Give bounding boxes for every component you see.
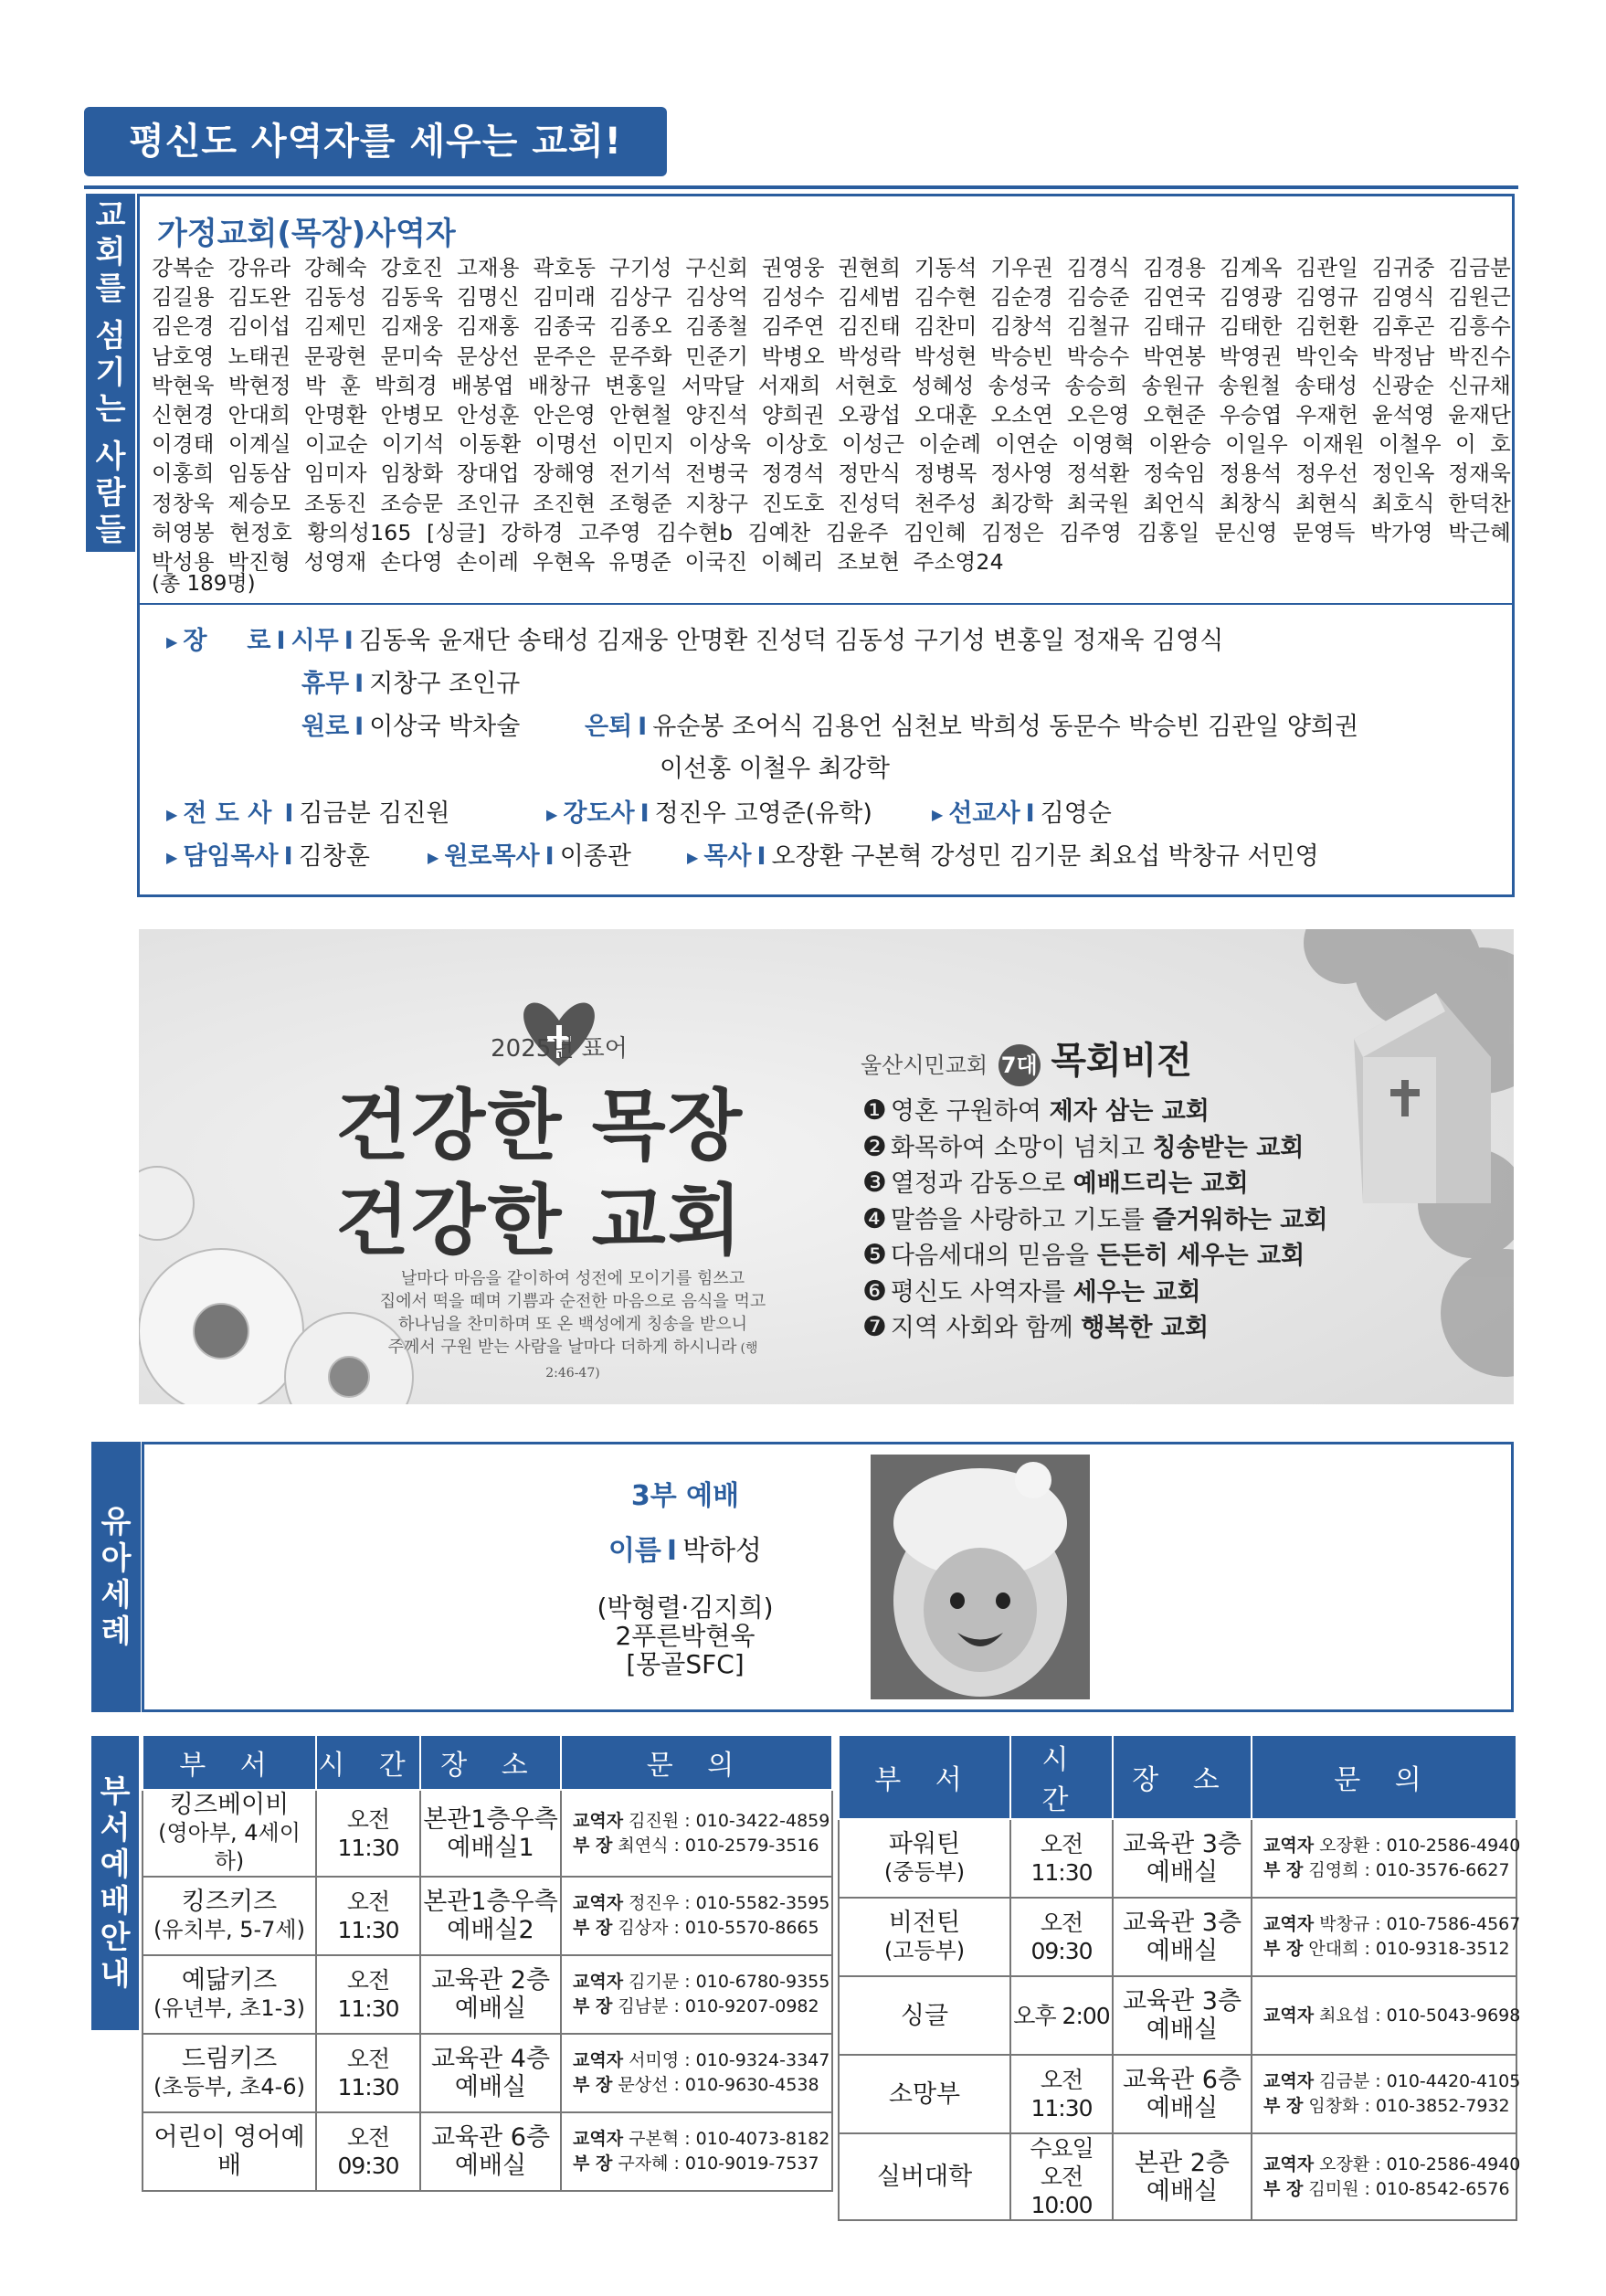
elders-active: 김동욱 윤재단 송태성 김재웅 안명환 진성덕 김동성 구기성 변홍일 정재욱 김영식 bbox=[358, 627, 1224, 655]
section-title: 가정교회(목장)사역자 bbox=[157, 216, 456, 252]
table-row bbox=[839, 1976, 1516, 2055]
seven-badge: 7대 bbox=[998, 1044, 1041, 1086]
contact-cell: 교역자 오장환 : 010-2586-4940 부 장 김영희 : 010-3576-6627 bbox=[1252, 1819, 1516, 1898]
department-table-left bbox=[142, 1736, 833, 2192]
triangle-icon: ▶ bbox=[687, 848, 699, 866]
separator: I bbox=[756, 842, 766, 871]
col-header: 시 간 bbox=[316, 1736, 420, 1790]
table-row bbox=[143, 1877, 832, 1955]
dept-cell: 파워틴 (중등부) bbox=[839, 1819, 1010, 1898]
dept-cell: 어린이 영어예배 bbox=[143, 2112, 316, 2191]
staff-row-emeritus-pastor: ▶ 원로목사 I 이종관 bbox=[428, 842, 631, 871]
table-row bbox=[143, 2034, 832, 2112]
vision-item: ❼ 지역 사회와 함께 행복한 교회 bbox=[862, 1311, 1210, 1343]
separator: I bbox=[276, 627, 286, 655]
contact-cell: 교역자 박창규 : 010-7586-4567 부 장 안대희 : 010-9318-3512 bbox=[1252, 1898, 1516, 1976]
separator: I bbox=[638, 713, 648, 741]
staff-row-elders-rest: 휴무 I 지창구 조인규 bbox=[301, 670, 521, 698]
col-header: 문 의 bbox=[1252, 1736, 1516, 1819]
staff-row-emeritus: 원로 I 이상국 박차술 bbox=[301, 713, 521, 741]
side-tab-servants bbox=[86, 194, 135, 552]
vision-item: ❻ 평신도 사역자를 세우는 교회 bbox=[862, 1275, 1201, 1307]
place-cell: 본관1층우측 예배실1 bbox=[420, 1790, 561, 1877]
elders-rest: 지창구 조인규 bbox=[369, 670, 521, 698]
table-row bbox=[839, 1898, 1516, 1976]
vision-number: ❺ bbox=[862, 1239, 887, 1271]
time-cell: 오전 11:30 bbox=[1010, 2055, 1113, 2133]
separator: I bbox=[284, 799, 294, 828]
time-cell: 오전 11:30 bbox=[316, 1955, 420, 2034]
baby-photo bbox=[871, 1455, 1090, 1699]
col-header: 시 간 bbox=[1010, 1736, 1113, 1819]
staff-row-evangelist: ▶ 전 도 사 I 김금분 김진원 bbox=[166, 799, 450, 828]
dept-cell: 실버대학 bbox=[839, 2133, 1010, 2220]
department-table-right bbox=[838, 1736, 1521, 2221]
vision-item: ❹ 말씀을 사랑하고 기도를 즐거워하는 교회 bbox=[862, 1202, 1328, 1235]
separator: I bbox=[283, 842, 293, 871]
time-cell: 오전 09:30 bbox=[316, 2112, 420, 2191]
time-cell: 수요일 오전 10:00 bbox=[1010, 2133, 1113, 2220]
side-tab-char: 는 bbox=[95, 391, 126, 428]
staff-row-elders-active: ▶ 장 로 I 시무 I 김동욱 윤재단 송태성 김재웅 안명환 진성덕 김동성 구기성 변홍일 정재욱 김영식 bbox=[166, 627, 1224, 655]
triangle-icon: ▶ bbox=[932, 805, 944, 823]
table-row bbox=[143, 1790, 832, 1877]
staff-row-lecturer: ▶ 강도사 I 정진우 고영준(유학) bbox=[546, 799, 872, 828]
side-tab-char: 기 bbox=[95, 354, 126, 391]
dept-cell: 소망부 bbox=[839, 2055, 1010, 2133]
divider bbox=[139, 603, 1512, 605]
vision-item: ❺ 다음세대의 믿음을 든든히 세우는 교회 bbox=[862, 1239, 1305, 1271]
place-cell: 교육관 2층 예배실 bbox=[420, 1955, 561, 2034]
dept-cell: 비전틴 (고등부) bbox=[839, 1898, 1010, 1976]
side-tab-char: 섬 bbox=[95, 318, 126, 354]
dept-cell: 킹즈키즈 (유치부, 5-7세) bbox=[143, 1877, 316, 1955]
staff-row-retired-2 bbox=[660, 753, 890, 786]
vision-number: ❸ bbox=[862, 1167, 887, 1199]
vision-item: ❷ 화목하여 소망이 넘치고 칭송받는 교회 bbox=[862, 1130, 1305, 1163]
contact-cell: 교역자 서미영 : 010-9324-3347 부 장 문상선 : 010-9630-4538 bbox=[561, 2034, 832, 2112]
side-tab-baptism: 유 아 세 례 bbox=[91, 1442, 141, 1712]
time-cell: 오전 11:30 bbox=[316, 1877, 420, 1955]
elders-retired: 유순봉 조어식 김용언 심천보 박희성 동문수 박승빈 김관일 양희권 bbox=[652, 713, 1359, 741]
time-cell: 오전 11:30 bbox=[316, 1790, 420, 1877]
dept-cell: 킹즈베이비 (영아부, 4세이하) bbox=[143, 1790, 316, 1877]
place-cell: 교육관 3층 예배실 bbox=[1113, 1819, 1252, 1898]
baptism-family: (박형렬·김지희) 2푸른박현욱 [몽골SFC] bbox=[597, 1592, 774, 1679]
page-title: 평신도 사역자를 세우는 교회! bbox=[84, 107, 667, 176]
staff-row-senior-pastor: ▶ 담임목사 I 김창훈 bbox=[166, 842, 370, 871]
separator: I bbox=[639, 799, 650, 828]
contact-cell: 교역자 김기문 : 010-6780-9355 부 장 김남분 : 010-9207-0982 bbox=[561, 1955, 832, 2034]
place-cell: 교육관 4층 예배실 bbox=[420, 2034, 561, 2112]
staff-row-retired: 은퇴 I 유순봉 조어식 김용언 심천보 박희성 동문수 박승빈 김관일 양희권 bbox=[585, 713, 1359, 741]
place-cell: 교육관 3층 예배실 bbox=[1113, 1976, 1252, 2055]
triangle-icon: ▶ bbox=[166, 805, 178, 823]
triangle-icon: ▶ bbox=[166, 848, 178, 866]
elders-retired-cont: 이선홍 이철우 최강학 bbox=[660, 755, 890, 783]
table-row bbox=[143, 2112, 832, 2191]
vision-list bbox=[862, 1094, 1327, 1347]
leader-names: 강복순 강유라 강혜숙 강호진 고재용 곽호동 구기성 구신회 권영웅 권현희 기동석 기우권 김경식 김경용 김계옥 김관일 김귀중 김금분 김길용 김도완 김동성 김동욱 김명신 김미래 김상구 김상억 김성수 김세범 김수현 김순경 김승준 김연국 김영광 김영규 김영식 김원근 김은경 김이섭 김제민 김재웅 김재홍 김종국 김종오 김종철 김주연 김진태 김찬미 김창석 김철규 김태규 김태한 김헌환 김후곤 김흥수 남호영 노태권 문광현 문미숙 문상선 문주은 문주화 민준기 박병오 박성락 박성현 박승빈 박승수 박연봉 박영권 박인숙 박정남 박진수 박현욱 박현정 박 훈 박희경 배봉엽 배창규 변홍일 서막달 서재희 서현호 성혜성 송성국 송승희 송원규 송원철 송태성 신광순 신규채 신현경 안대희 안명환 안병모 안성훈 안은영 안현철 양진석 양희권 오광섭 오대훈 오소연 오은영 오현준 우승엽 우재헌 윤석영 윤재단 이경태 이계실 이교순 이기석 이동환 이명선 이민지 이상욱 이상호 이성근 이순례 이연순 이영혁 이완승 이일우 이재원 이철우 이 호 이홍희 임동삼 임미자 임창화 장대업 장해영 전기석 전병국 정경석 정만식 정병목 정사영 정석환 정숙임 정용석 정우선 정인옥 정재욱 정창욱 제승모 조동진 조승문 조인규 조진현 조형준 지창구 진도호 진성덕 천주성 최강학 최국원 최언식 최창식 최현식 최호식 한덕찬 허영봉 현정호 황의성165 [싱글] 강하경 고주영 김수현b 김예찬 김윤주 김인혜 김정은 김주영 김홍일 문신영 문영득 박가영 박근혜 박성용 박진형 성영재 손다영 손이레 우현옥 유명준 이국진 이혜리 조보현 주소영24 bbox=[152, 255, 1511, 576]
contact-cell: 교역자 정진우 : 010-5582-3595 부 장 김상자 : 010-5570-8665 bbox=[561, 1877, 832, 1955]
baptism-service: 3부 예배 bbox=[630, 1480, 740, 1512]
side-tab-char: 들 bbox=[95, 512, 126, 548]
elders-emeritus: 이상국 박차술 bbox=[369, 713, 521, 741]
place-cell: 본관 2층 예배실 bbox=[1113, 2133, 1252, 2220]
contact-cell: 교역자 구본혁 : 010-4073-8182 부 장 구자혜 : 010-9019-7537 bbox=[561, 2112, 832, 2191]
place-cell: 교육관 6층 예배실 bbox=[420, 2112, 561, 2191]
vision-heading: 울산시민교회 7대 목회비전 bbox=[861, 1032, 1192, 1086]
vision-number: ❷ bbox=[862, 1130, 887, 1163]
time-cell: 오전 11:30 bbox=[1010, 1819, 1113, 1898]
triangle-icon: ▶ bbox=[166, 632, 178, 651]
staff-row-missionary: ▶ 선교사 I 김영순 bbox=[932, 799, 1112, 828]
contact-cell: 교역자 김금분 : 010-4420-4105 부 장 임창화 : 010-3852-7932 bbox=[1252, 2055, 1516, 2133]
time-cell: 오전 11:30 bbox=[316, 2034, 420, 2112]
place-cell: 본관1층우측 예배실2 bbox=[420, 1877, 561, 1955]
col-header: 부 서 bbox=[839, 1736, 1010, 1819]
col-header: 장 소 bbox=[1113, 1736, 1252, 1819]
contact-cell: 교역자 최요섭 : 010-5043-9698 bbox=[1252, 1976, 1516, 2055]
separator: I bbox=[343, 627, 354, 655]
side-tab-char: 교 bbox=[95, 197, 126, 234]
dept-cell: 드림키즈 (초등부, 초4-6) bbox=[143, 2034, 316, 2112]
side-tab-departments: 부 서 예 배 안 내 bbox=[91, 1736, 139, 2030]
vision-number: ❻ bbox=[862, 1275, 887, 1307]
contact-cell: 교역자 김진원 : 010-3422-4859 부 장 최연식 : 010-2579-3516 bbox=[561, 1790, 832, 1877]
staff-row-pastors: ▶ 목사 I 오장환 구본혁 강성민 김기문 최요섭 박창규 서민영 bbox=[687, 842, 1319, 871]
time-cell: 오전 09:30 bbox=[1010, 1898, 1113, 1976]
contact-cell: 교역자 오장환 : 010-2586-4940 부 장 김미원 : 010-8542-6576 bbox=[1252, 2133, 1516, 2220]
side-tab-char: 람 bbox=[95, 475, 126, 512]
side-tab-char: 를 bbox=[95, 270, 126, 307]
vision-number: ❼ bbox=[862, 1311, 887, 1343]
separator: I bbox=[354, 713, 365, 741]
place-cell: 교육관 6층 예배실 bbox=[1113, 2055, 1252, 2133]
motto-year-label: 2025년 표어 bbox=[491, 1035, 628, 1063]
motto-line-2: 건강한 교회 bbox=[335, 1175, 744, 1265]
vision-banner bbox=[139, 929, 1514, 1404]
vision-item: ❸ 열정과 감동으로 예배드리는 교회 bbox=[862, 1167, 1249, 1199]
time-cell: 오후 2:00 bbox=[1010, 1976, 1113, 2055]
table-row bbox=[839, 1819, 1516, 1898]
separator: I bbox=[1025, 799, 1035, 828]
table-row bbox=[143, 1955, 832, 2034]
place-cell: 교육관 3층 예배실 bbox=[1113, 1898, 1252, 1976]
col-header: 문 의 bbox=[561, 1736, 832, 1790]
dept-cell: 예닮키즈 (유년부, 초1-3) bbox=[143, 1955, 316, 2034]
dept-cell: 싱글 bbox=[839, 1976, 1010, 2055]
col-header: 부 서 bbox=[143, 1736, 316, 1790]
vision-number: ❶ bbox=[862, 1095, 887, 1127]
side-tab-char: 회 bbox=[95, 234, 126, 270]
table-row bbox=[839, 2133, 1516, 2220]
col-header: 장 소 bbox=[420, 1736, 561, 1790]
table-row bbox=[839, 2055, 1516, 2133]
side-tab-char: 사 bbox=[95, 439, 126, 475]
separator: I bbox=[544, 842, 555, 871]
vision-number: ❹ bbox=[862, 1202, 887, 1235]
triangle-icon: ▶ bbox=[428, 848, 439, 866]
baptism-name-row: 이름 I 박하성 bbox=[608, 1535, 763, 1567]
bible-verse: 날마다 마음을 같이하여 성전에 모이기를 힘쓰고 집에서 떡을 떼며 기쁨과 순전한 마음으로 음식을 먹고 하나님을 찬미하며 또 온 백성에게 칭송을 받으니 주께서 구원 받는 사람을 날마다 더하게 하시니라 (행 2:46-47) bbox=[379, 1269, 766, 1381]
motto-line-1: 건강한 목장 bbox=[335, 1080, 744, 1170]
vision-item: ❶ 영혼 구원하여 제자 삼는 교회 bbox=[862, 1095, 1210, 1127]
separator: I bbox=[354, 670, 365, 698]
baptism-name: 박하성 bbox=[682, 1535, 763, 1567]
header-rule bbox=[84, 185, 1518, 189]
leader-total: (총 189명) bbox=[152, 572, 256, 596]
triangle-icon: ▶ bbox=[546, 805, 558, 823]
